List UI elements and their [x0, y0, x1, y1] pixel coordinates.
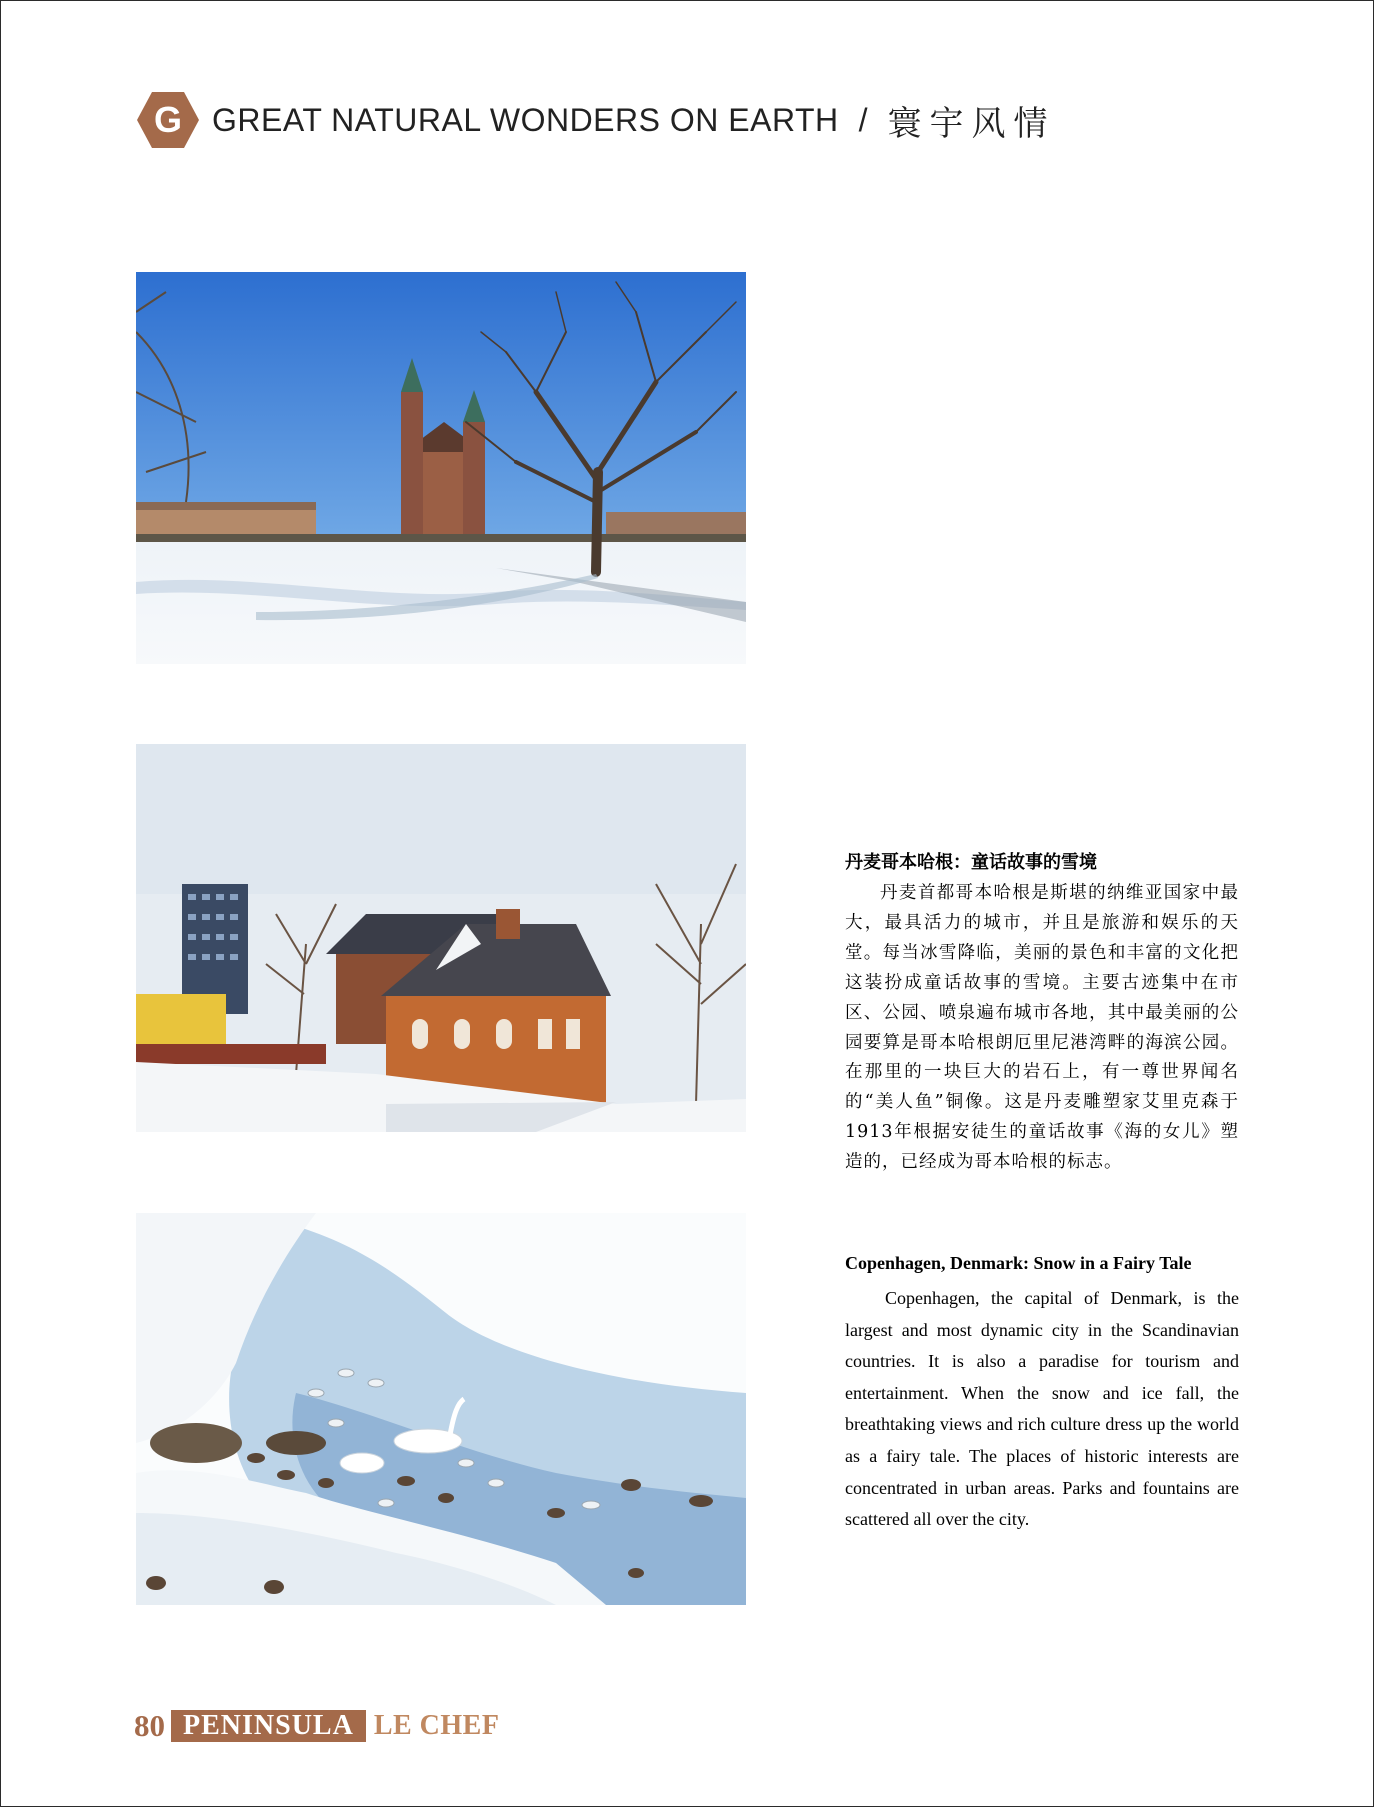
section-title-cn: 寰宇风情: [887, 103, 1056, 144]
article-body-cn: 丹麦首都哥本哈根是斯堪的纳维亚国家中最大，最具活力的城市，并且是旅游和娱乐的天堂。每当冰雪降临，美丽的景色和丰富的文化把这装扮成童话故事的雪境。主要古迹集中在市区、公园、喷泉遍布城市各地，其中最美丽的公园要算是哥本哈根朗厄里尼港湾畔的海滨公园。在那里的一块巨大的岩石上，有一尊世界闻名的“美人鱼”铜像。这是丹麦雕塑家艾里克森于1913年根据安徒生的童话故事《海的女儿》塑造的，已经成为哥本哈根的标志。: [845, 883, 1239, 1173]
page-number: 80: [134, 1708, 165, 1743]
section-header: [136, 90, 1056, 150]
section-badge: [136, 91, 200, 149]
section-title-en: GREAT NATURAL WONDERS ON EARTH: [212, 101, 839, 138]
badge-letter: G: [153, 99, 182, 140]
rosenborg-castle-photo: [136, 272, 746, 664]
frozen-lake-swans-photo: [136, 1213, 746, 1605]
page-footer: [134, 1708, 499, 1744]
title-separator: /: [858, 101, 868, 138]
copenhagen-houses-photo: [136, 744, 746, 1132]
article-title-en: Copenhagen, Denmark: Snow in a Fairy Tale: [845, 1253, 1192, 1273]
magazine-brand-boxed: PENINSULA: [171, 1710, 366, 1742]
article-body-en: Copenhagen, the capital of Denmark, is the largest and most dynamic city in the Scandinavian countries. It is also a paradise for tourism and entertainment. When the snow and ice fall, the breathtaking views and rich culture dress up the world as a fairy tale. The places of historic interests are concentrated in urban areas. Parks and fountains are scattered all over the city.: [845, 1288, 1239, 1530]
magazine-brand-plain: LE CHEF: [373, 1710, 500, 1741]
article-title-cn: 丹麦哥本哈根：童话故事的雪境: [845, 852, 1097, 873]
